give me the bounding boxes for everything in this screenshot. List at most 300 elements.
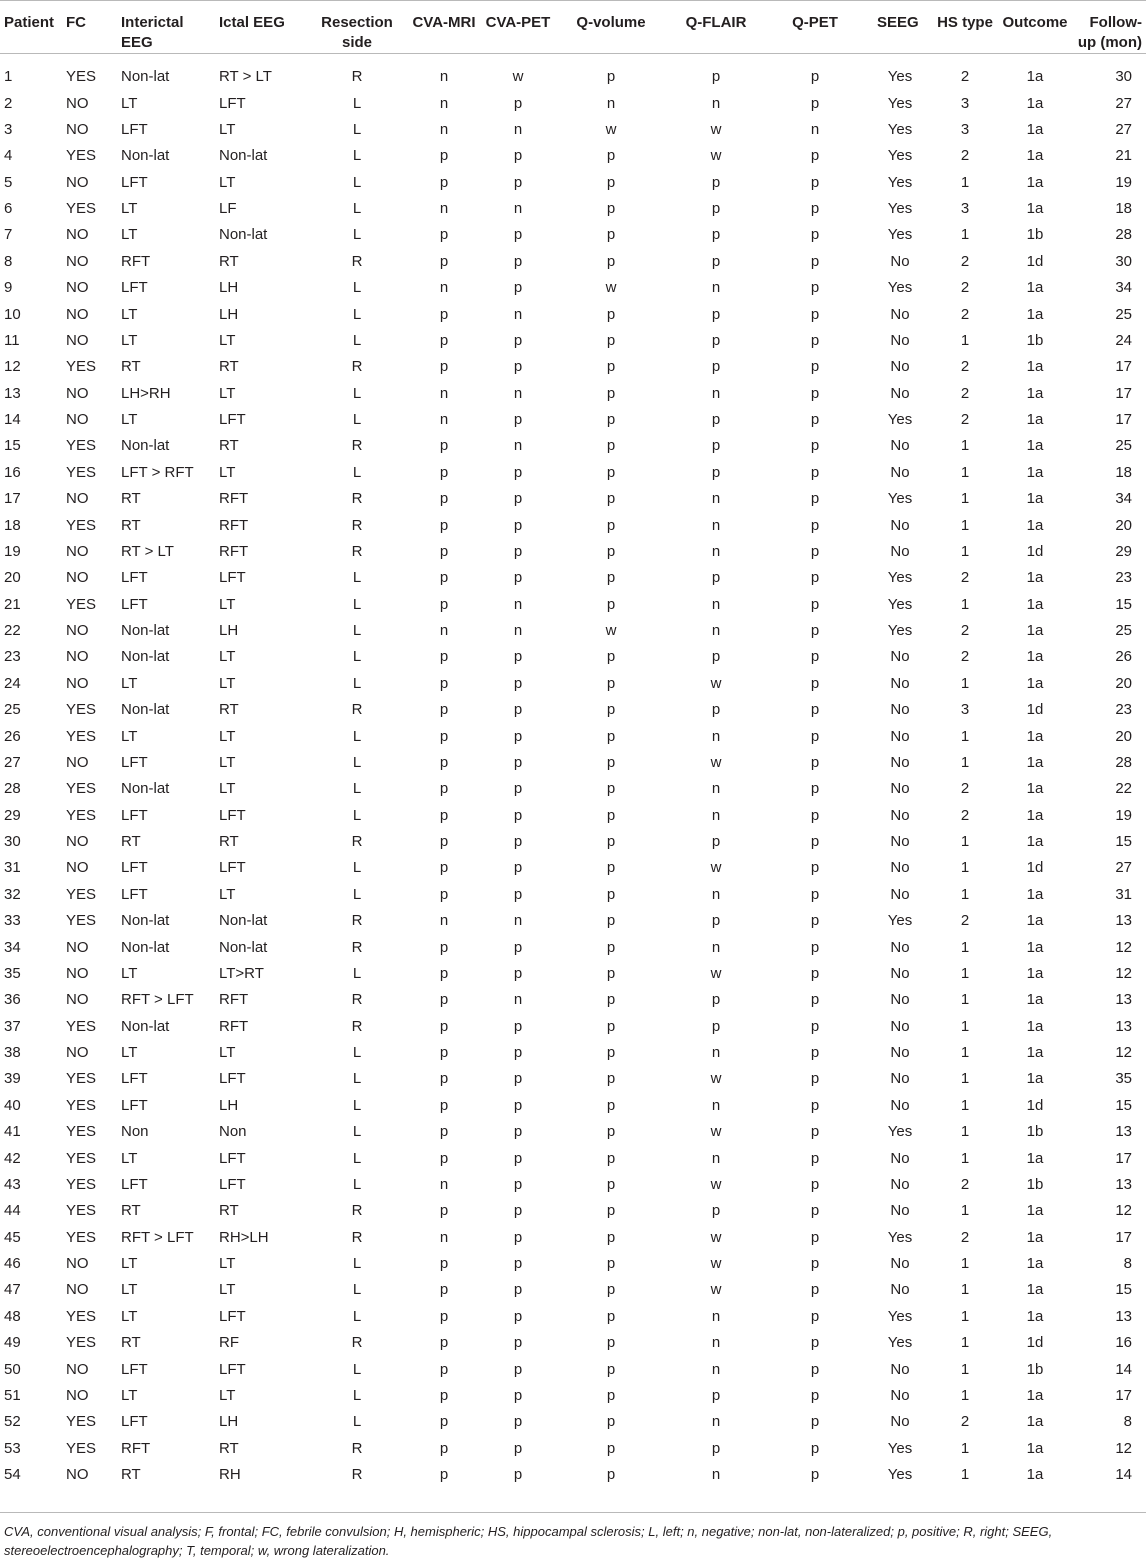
table-cell: R [351, 1228, 363, 1246]
table-cell: p [513, 226, 523, 244]
table-cell: 35 [4, 964, 21, 982]
table-cell: YES [66, 1017, 97, 1035]
table-cell: p [606, 595, 616, 613]
table-cell: 2 [960, 912, 970, 930]
table-cell: 2 [960, 1413, 970, 1431]
table-cell: p [439, 674, 449, 692]
table-cell: p [810, 1202, 820, 1220]
table-cell: p [810, 1175, 820, 1193]
table-cell: p [810, 411, 820, 429]
table-cell: p [513, 938, 523, 956]
table-cell: 19 [1115, 173, 1132, 191]
table-cell: RT [121, 1202, 141, 1220]
table-cell: Yes [887, 1334, 913, 1352]
table-cell: LT [219, 1281, 236, 1299]
table-cell: NO [66, 1466, 89, 1484]
table-cell: L [352, 595, 362, 613]
table-cell: RT [219, 358, 239, 376]
table-cell: 15 [4, 437, 21, 455]
table-row [0, 1119, 1146, 1145]
table-cell: 8 [1123, 1413, 1132, 1431]
table-cell: NO [66, 252, 89, 270]
table-cell: No [890, 1202, 910, 1220]
table-cell: p [439, 885, 449, 903]
table-cell: LH [219, 305, 239, 323]
column-header: Q-PET [763, 1, 867, 54]
table-cell: p [810, 569, 820, 587]
table-cell: p [439, 964, 449, 982]
table-cell: 1d [1026, 1334, 1044, 1352]
table-cell: NO [66, 833, 89, 851]
table-cell: NO [66, 411, 89, 429]
table-cell: RT [121, 490, 141, 508]
table-cell: YES [66, 1149, 97, 1167]
table-cell: Non-lat [121, 701, 170, 719]
table-cell: p [606, 727, 616, 745]
table-body [0, 54, 1146, 1489]
table-cell: 1 [960, 173, 970, 191]
table-cell: LT [121, 1044, 138, 1062]
table-cell: 1a [1026, 648, 1044, 666]
table-cell: 2 [960, 622, 970, 640]
table-cell: 47 [4, 1281, 21, 1299]
table-cell: No [890, 516, 910, 534]
table-cell: Yes [887, 1307, 913, 1325]
table-cell: No [890, 1281, 910, 1299]
table-cell: p [606, 1281, 616, 1299]
table-cell: p [711, 226, 721, 244]
table-cell: 1a [1026, 806, 1044, 824]
table-cell: p [810, 68, 820, 86]
table-cell: L [352, 1255, 362, 1273]
table-cell: YES [66, 912, 97, 930]
table-cell: p [513, 542, 523, 560]
table-cell: 1a [1026, 358, 1044, 376]
table-cell: L [352, 331, 362, 349]
table-cell: n [711, 806, 721, 824]
table-cell: p [513, 753, 523, 771]
table-cell: 12 [4, 358, 21, 376]
table-row [0, 512, 1146, 538]
table-cell: 15 [1115, 833, 1132, 851]
table-cell: LFT [219, 1175, 246, 1193]
table-cell: YES [66, 595, 97, 613]
table-cell: L [352, 173, 362, 191]
table-cell: p [810, 1228, 820, 1246]
table-cell: p [513, 1466, 523, 1484]
table-row [0, 407, 1146, 433]
table-cell: 1 [960, 1281, 970, 1299]
table-row [0, 644, 1146, 670]
table-cell: p [606, 938, 616, 956]
table-cell: R [351, 252, 363, 270]
table-cell: No [890, 753, 910, 771]
table-cell: n [711, 727, 721, 745]
table-cell: 15 [1115, 595, 1132, 613]
table-cell: Yes [887, 1123, 913, 1141]
table-cell: NO [66, 1360, 89, 1378]
table-cell: 2 [960, 358, 970, 376]
table-cell: RFT [219, 490, 249, 508]
table-cell: 3 [960, 200, 970, 218]
table-cell: 30 [1115, 68, 1132, 86]
table-cell: p [810, 1439, 820, 1457]
table-cell: p [606, 569, 616, 587]
table-cell: NO [66, 1255, 89, 1273]
table-cell: NO [66, 964, 89, 982]
table-row [0, 829, 1146, 855]
table-cell: 1 [960, 1123, 970, 1141]
table-cell: 1a [1026, 674, 1044, 692]
table-cell: R [351, 1466, 363, 1484]
table-cell: RT > LT [121, 542, 174, 560]
table-cell: LT [219, 595, 236, 613]
table-cell: R [351, 991, 363, 1009]
table-cell: p [513, 490, 523, 508]
table-cell: No [890, 885, 910, 903]
table-cell: 1b [1026, 1123, 1044, 1141]
table-cell: LFT [121, 1360, 148, 1378]
table-cell: 1a [1026, 1228, 1044, 1246]
table-row [0, 697, 1146, 723]
table-cell: 13 [4, 384, 21, 402]
table-cell: LT [219, 674, 236, 692]
column-header: Outcome [997, 1, 1073, 54]
table-cell: n [711, 1466, 721, 1484]
table-cell: LFT [121, 595, 148, 613]
column-header: Patient [0, 1, 66, 54]
table-cell: R [351, 1334, 363, 1352]
table-cell: n [711, 516, 721, 534]
table-cell: 1 [960, 1149, 970, 1167]
table-cell: p [606, 384, 616, 402]
table-cell: w [710, 1281, 722, 1299]
table-cell: No [890, 384, 910, 402]
table-cell: L [352, 1281, 362, 1299]
table-row [0, 1172, 1146, 1198]
table-cell: n [513, 200, 523, 218]
table-cell: Non-lat [219, 938, 268, 956]
table-cell: 1a [1026, 120, 1044, 138]
table-cell: No [890, 780, 910, 798]
table-cell: w [710, 1175, 722, 1193]
table-cell: 1a [1026, 1281, 1044, 1299]
table-cell: p [513, 516, 523, 534]
table-cell: p [606, 1413, 616, 1431]
table-cell: p [606, 806, 616, 824]
table-cell: L [352, 1386, 362, 1404]
table-row [0, 1093, 1146, 1119]
table-cell: No [890, 1413, 910, 1431]
table-cell: p [513, 569, 523, 587]
table-cell: LT [219, 384, 236, 402]
table-cell: L [352, 674, 362, 692]
table-cell: 2 [960, 68, 970, 86]
table-cell: YES [66, 806, 97, 824]
table-cell: 14 [1115, 1360, 1132, 1378]
table-cell: 13 [1115, 1123, 1132, 1141]
table-cell: 20 [4, 569, 21, 587]
table-cell: 31 [4, 859, 21, 877]
table-cell: LT [121, 200, 138, 218]
table-row [0, 328, 1146, 354]
table-cell: p [810, 384, 820, 402]
table-cell: R [351, 912, 363, 930]
table-cell: p [513, 1334, 523, 1352]
table-cell: p [810, 1123, 820, 1141]
table-cell: p [513, 1096, 523, 1114]
table-cell: p [606, 674, 616, 692]
table-cell: LT [121, 1386, 138, 1404]
table-cell: p [810, 173, 820, 191]
table-cell: p [810, 938, 820, 956]
table-cell: 54 [4, 1466, 21, 1484]
table-cell: p [439, 463, 449, 481]
table-row [0, 565, 1146, 591]
table-cell: w [710, 859, 722, 877]
table-cell: p [810, 1307, 820, 1325]
table-cell: 1a [1026, 1466, 1044, 1484]
table-cell: 1 [960, 859, 970, 877]
table-cell: 1a [1026, 200, 1044, 218]
table-cell: 17 [1115, 384, 1132, 402]
table-row [0, 1066, 1146, 1092]
table-cell: L [352, 226, 362, 244]
table-cell: p [810, 1255, 820, 1273]
table-cell: RT [219, 1439, 239, 1457]
table-cell: No [890, 938, 910, 956]
table-cell: R [351, 1202, 363, 1220]
table-cell: 1 [960, 1096, 970, 1114]
table-cell: p [711, 200, 721, 218]
table-cell: R [351, 68, 363, 86]
table-cell: RT [121, 358, 141, 376]
table-cell: No [890, 1175, 910, 1193]
table-cell: p [606, 1044, 616, 1062]
table-cell: p [810, 622, 820, 640]
table-cell: p [606, 1360, 616, 1378]
table-cell: YES [66, 1070, 97, 1088]
table-cell: p [810, 1334, 820, 1352]
table-cell: LH [219, 1096, 239, 1114]
table-cell: LT [121, 1255, 138, 1273]
table-cell: p [439, 490, 449, 508]
table-cell: p [606, 1070, 616, 1088]
table-cell: 2 [960, 279, 970, 297]
table-cell: p [439, 1096, 449, 1114]
table-row [0, 803, 1146, 829]
table-cell: L [352, 94, 362, 112]
table-cell: Non-lat [219, 226, 268, 244]
table-row [0, 934, 1146, 960]
table-cell: p [439, 753, 449, 771]
table-cell: p [513, 1439, 523, 1457]
table-cell: p [606, 859, 616, 877]
table-cell: p [711, 173, 721, 191]
table-cell: RFT [219, 542, 249, 560]
table-cell: w [605, 120, 617, 138]
table-cell: LFT [219, 1149, 246, 1167]
table-cell: p [439, 437, 449, 455]
table-cell: 38 [4, 1044, 21, 1062]
table-cell: 1a [1026, 964, 1044, 982]
table-cell: p [810, 490, 820, 508]
table-cell: p [606, 490, 616, 508]
table-cell: 1 [960, 463, 970, 481]
table-cell: LT [121, 674, 138, 692]
table-row [0, 381, 1146, 407]
table-cell: 53 [4, 1439, 21, 1457]
table-cell: L [352, 1123, 362, 1141]
table-cell: No [890, 674, 910, 692]
table-cell: Yes [887, 490, 913, 508]
table-cell: 20 [1115, 727, 1132, 745]
table-cell: 1a [1026, 1017, 1044, 1035]
table-cell: 1 [960, 1386, 970, 1404]
table-cell: LT [121, 1307, 138, 1325]
table-cell: LT [121, 727, 138, 745]
table-cell: LFT [121, 1070, 148, 1088]
table-cell: LT [219, 1255, 236, 1273]
table-row [0, 1145, 1146, 1171]
table-cell: 2 [960, 806, 970, 824]
table-cell: 25 [1115, 622, 1132, 640]
table-row [0, 1462, 1146, 1488]
table-row [0, 354, 1146, 380]
table-cell: NO [66, 938, 89, 956]
table-cell: Yes [887, 200, 913, 218]
table-cell: p [439, 1334, 449, 1352]
table-cell: RT [219, 1202, 239, 1220]
table-cell: p [439, 780, 449, 798]
table-cell: p [606, 411, 616, 429]
table-cell: w [710, 1228, 722, 1246]
table-cell: 13 [1115, 1307, 1132, 1325]
table-cell: p [810, 279, 820, 297]
table-cell: 1d [1026, 252, 1044, 270]
table-cell: p [513, 94, 523, 112]
table-row [0, 750, 1146, 776]
table-cell: p [810, 1466, 820, 1484]
table-cell: n [439, 411, 449, 429]
table-cell: LFT [219, 1070, 246, 1088]
table-cell: L [352, 1070, 362, 1088]
table-cell: Yes [887, 147, 913, 165]
table-cell: p [513, 1175, 523, 1193]
table-cell: p [810, 885, 820, 903]
table-cell: 5 [4, 173, 13, 191]
table-cell: 51 [4, 1386, 21, 1404]
table-cell: 1a [1026, 1413, 1044, 1431]
table-cell: LFT [219, 569, 246, 587]
table-cell: Non-lat [121, 437, 170, 455]
table-cell: 23 [1115, 701, 1132, 719]
table-cell: 1 [960, 885, 970, 903]
table-cell: LT [219, 1386, 236, 1404]
table-cell: 9 [4, 279, 13, 297]
table-cell: YES [66, 727, 97, 745]
table-cell: p [606, 833, 616, 851]
table-cell: 1 [960, 753, 970, 771]
table-cell: RFT > LFT [121, 991, 194, 1009]
table-cell: 7 [4, 226, 13, 244]
table-cell: 2 [960, 411, 970, 429]
table-cell: RFT > LFT [121, 1228, 194, 1246]
table-cell: p [513, 279, 523, 297]
table-cell: 19 [1115, 806, 1132, 824]
table-cell: p [810, 94, 820, 112]
table-cell: 39 [4, 1070, 21, 1088]
table-cell: 1d [1026, 542, 1044, 560]
table-cell: 1b [1026, 226, 1044, 244]
table-cell: p [810, 1096, 820, 1114]
table-row [0, 776, 1146, 802]
table-cell: p [513, 1123, 523, 1141]
table-cell: 3 [4, 120, 13, 138]
table-cell: 1 [960, 542, 970, 560]
table-cell: LFT [121, 120, 148, 138]
table-row [0, 1356, 1146, 1382]
table-cell: p [513, 727, 523, 745]
table-cell: 1 [960, 1360, 970, 1378]
table-cell: No [890, 542, 910, 560]
table-cell: LFT [121, 806, 148, 824]
table-cell: p [711, 1386, 721, 1404]
table-cell: 14 [4, 411, 21, 429]
table-cell: RT [121, 516, 141, 534]
table-cell: 34 [1115, 490, 1132, 508]
table-cell: 1 [960, 1439, 970, 1457]
table-cell: n [711, 885, 721, 903]
table-cell: n [439, 120, 449, 138]
table-cell: 1a [1026, 912, 1044, 930]
table-cell: p [711, 701, 721, 719]
table-cell: NO [66, 569, 89, 587]
table-cell: p [513, 1360, 523, 1378]
table-cell: p [606, 1386, 616, 1404]
table-cell: p [711, 569, 721, 587]
column-header: Q-volume [553, 1, 669, 54]
table-row [0, 1330, 1146, 1356]
table-cell: RT > LT [219, 68, 272, 86]
table-cell: 25 [1115, 305, 1132, 323]
table-cell: Non-lat [219, 147, 268, 165]
table-cell: 35 [1115, 1070, 1132, 1088]
table-cell: LFT [121, 569, 148, 587]
table-cell: p [810, 331, 820, 349]
table-cell: 18 [4, 516, 21, 534]
column-header: FC [66, 1, 121, 54]
table-cell: 41 [4, 1123, 21, 1141]
table-cell: n [439, 622, 449, 640]
table-cell: p [606, 252, 616, 270]
table-cell: YES [66, 1439, 97, 1457]
table-cell: p [439, 806, 449, 824]
table-cell: No [890, 1255, 910, 1273]
table-cell: 1a [1026, 411, 1044, 429]
table-cell: n [439, 279, 449, 297]
table-row [0, 1304, 1146, 1330]
table-cell: 17 [4, 490, 21, 508]
table-cell: YES [66, 885, 97, 903]
table-cell: p [513, 1281, 523, 1299]
table-cell: p [810, 437, 820, 455]
table-cell: LFT [219, 859, 246, 877]
table-cell: 1a [1026, 516, 1044, 534]
table-cell: n [711, 938, 721, 956]
table-cell: Yes [887, 120, 913, 138]
table-cell: n [711, 1334, 721, 1352]
